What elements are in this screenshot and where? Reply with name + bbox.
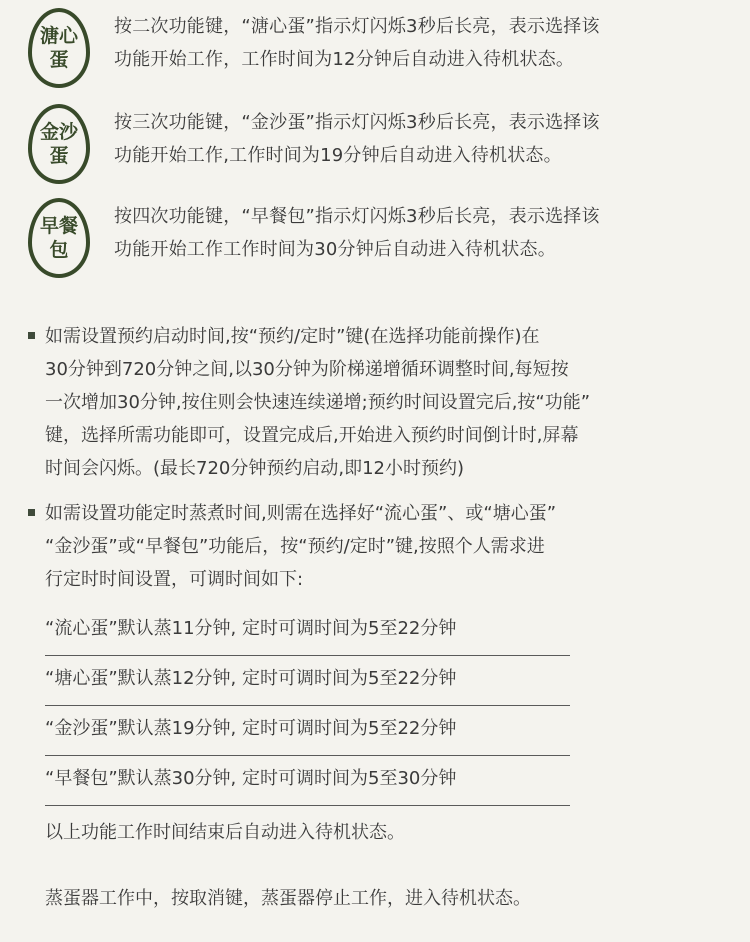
timer-setting-text [45, 497, 735, 596]
cancel-note: 蒸蛋器工作中，按取消键，蒸蛋器停止工作，进入待机状态。 [45, 888, 531, 909]
timer-list [45, 606, 570, 806]
text-line: 如需设置功能定时蒸煮时间,则需在选择好“流心蛋”、或“塘心蛋” [45, 503, 557, 524]
egg-badge-icon [28, 104, 90, 184]
mode-row-tangxin [28, 8, 728, 90]
reservation-text [45, 320, 735, 485]
mode-row-jinsha [28, 104, 728, 186]
auto-standby-note: 以上功能工作时间结束后自动进入待机状态。 [45, 822, 405, 843]
bullet-icon [28, 332, 35, 339]
bullet-icon [28, 509, 35, 516]
text-line: 键，选择所需功能即可，设置完成后,开始进入预约时间倒计时,屏幕 [45, 425, 579, 446]
mode-line1: 按四次功能键，“早餐包”指示灯闪烁3秒后长亮，表示选择该 [114, 206, 600, 227]
text-line: 如需设置预约启动时间,按“预约/定时”键(在选择功能前操作)在 [45, 326, 540, 347]
mode-line2: 功能开始工作工作时间为30分钟后自动进入待机状态。 [114, 239, 556, 260]
badge-line1: 溏心 [39, 25, 78, 47]
egg-badge-icon [28, 8, 90, 88]
mode-description [114, 106, 726, 172]
text-line: “金沙蛋”或“早餐包”功能后，按“预约/定时”键,按照个人需求进 [45, 536, 545, 557]
mode-line1: 按二次功能键，“溏心蛋”指示灯闪烁3秒后长亮，表示选择该 [114, 16, 600, 37]
mode-line2: 功能开始工作，工作时间为12分钟后自动进入待机状态。 [114, 49, 575, 70]
mode-line1: 按三次功能键，“金沙蛋”指示灯闪烁3秒后长亮，表示选择该 [114, 112, 600, 133]
mode-description [114, 200, 726, 266]
badge-line2: 包 [49, 239, 69, 261]
egg-badge-icon [28, 198, 90, 278]
text-line: 时间会闪烁。(最长720分钟预约启动,即12小时预约) [45, 458, 465, 479]
timer-row: “早餐包”默认蒸30分钟, 定时可调时间为5至30分钟 [45, 756, 570, 806]
text-line: 行定时时间设置，可调时间如下: [45, 569, 304, 590]
timer-row: “金沙蛋”默认蒸19分钟, 定时可调时间为5至22分钟 [45, 706, 570, 756]
text-line: 一次增加30分钟,按住则会快速连续递增;预约时间设置完后,按“功能” [45, 392, 591, 413]
text-line: 30分钟到720分钟之间,以30分钟为阶梯递增循环调整时间,每短按 [45, 359, 569, 380]
badge-line2: 蛋 [49, 49, 69, 71]
mode-description [114, 10, 726, 76]
badge-line1: 早餐 [39, 215, 78, 237]
timer-row: “塘心蛋”默认蒸12分钟, 定时可调时间为5至22分钟 [45, 656, 570, 706]
timer-row: “流心蛋”默认蒸11分钟, 定时可调时间为5至22分钟 [45, 606, 570, 656]
badge-line1: 金沙 [39, 121, 78, 143]
badge-line2: 蛋 [49, 145, 69, 167]
mode-row-zaocan [28, 198, 728, 280]
mode-line2: 功能开始工作,工作时间为19分钟后自动进入待机状态。 [114, 145, 562, 166]
